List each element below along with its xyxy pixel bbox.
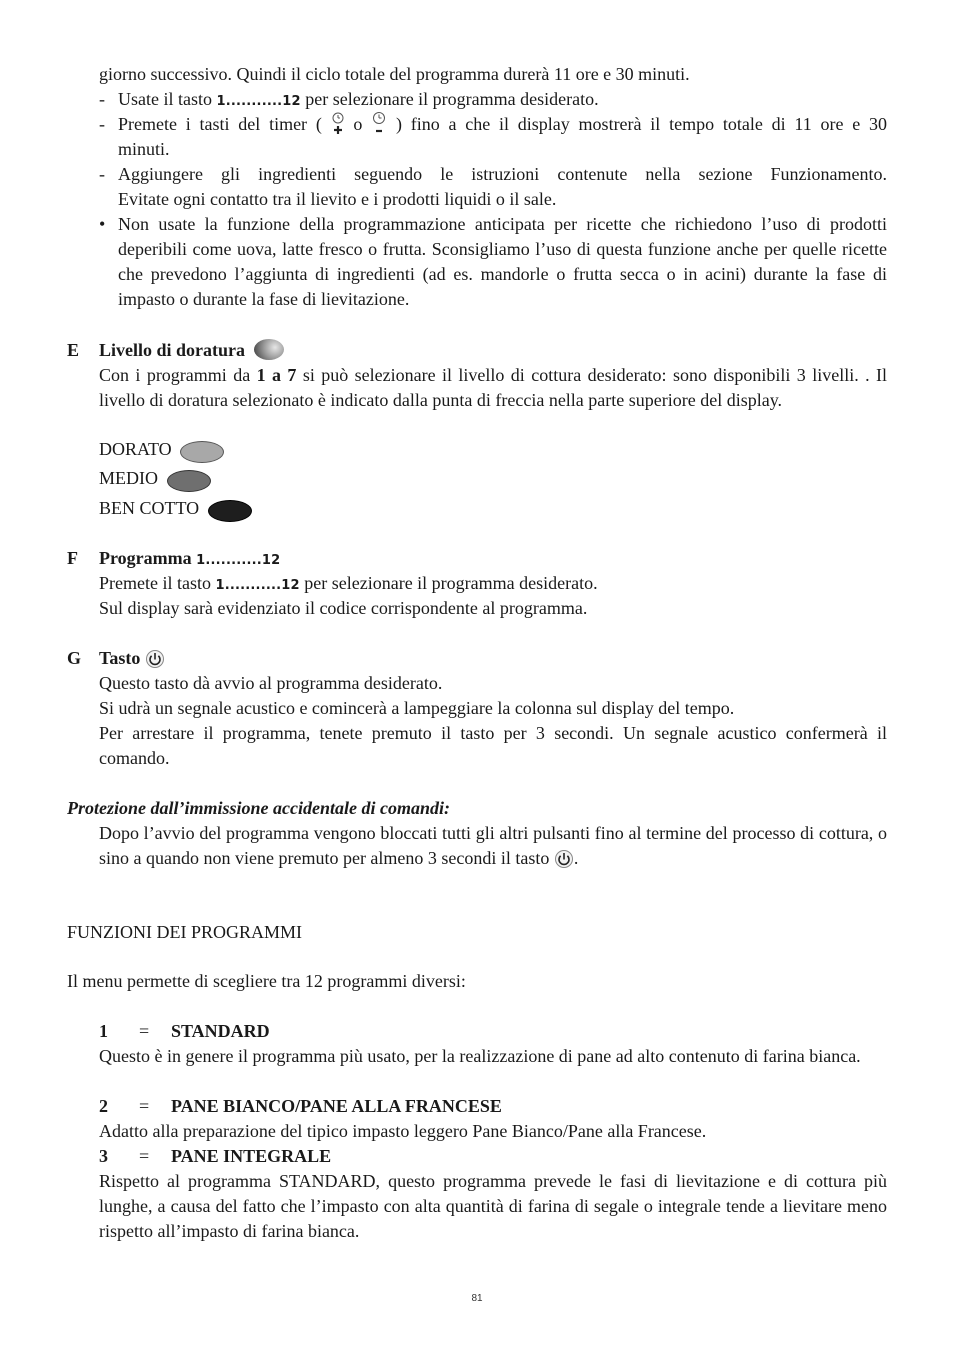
section-title: Livello di doratura (99, 340, 246, 360)
page-number: 81 (471, 1293, 483, 1304)
program-name: STANDARD (171, 1021, 270, 1041)
protection-end: . (573, 848, 579, 868)
section-g-stop-info: Per arrestare il programma, tenete premuto il tasto per 3 secondi. Un segnale acustico confermerà il comando. (99, 723, 887, 768)
browning-level-dark (99, 496, 252, 521)
browning-level-light (99, 437, 224, 462)
bullet-text: Usate il tasto (118, 89, 212, 109)
section-text: Con i programmi da (99, 365, 251, 385)
protection-title (67, 796, 450, 821)
power-icon (554, 849, 574, 869)
level-label: DORATO (99, 439, 172, 459)
section-text: per selezionare il programma desiderato. (304, 573, 598, 593)
program-name: PANE BIANCO/PANE ALLA FRANCESE (171, 1096, 502, 1116)
dark-ellipse-icon (208, 500, 252, 522)
program-number: 1 (99, 1021, 108, 1041)
section-text: Premete il tasto (99, 573, 211, 593)
bullet-timer-continued: minuti. (118, 139, 170, 159)
protection-heading: Protezione dall’immissione accidentale di comandi: (67, 798, 450, 818)
program-range: 1 a 7 (256, 365, 297, 385)
section-e-title (99, 338, 284, 363)
section-letter-f: F (67, 548, 78, 568)
functions-heading: FUNZIONI DEI PROGRAMMI (67, 922, 303, 942)
functions-intro: Il menu permette di scegliere tra 12 programmi diversi: (67, 971, 466, 991)
dash-marker: - (99, 89, 105, 109)
protection-text (99, 821, 887, 871)
equals-sign: = (139, 1021, 150, 1041)
section-g-line: Si udrà un segnale acustico e comincerà a lampeggiare la colonna sul display del tempo. (99, 698, 735, 718)
program-name: PANE INTEGRALE (171, 1146, 332, 1166)
level-label: BEN COTTO (99, 498, 200, 518)
intro-line: giorno successivo. Quindi il ciclo totale del programma durerà 11 ore e 30 minuti. (99, 64, 690, 84)
bullet-timer (118, 112, 887, 138)
timer-plus-icon (331, 112, 345, 136)
section-f-line: Sul display sarà evidenziato il codice corrispondente al programma. (99, 598, 588, 618)
bullet-ingredients: Aggiungere gli ingredienti seguendo le istruzioni contenute nella sezione Funzionamento. (118, 164, 887, 184)
level-label: MEDIO (99, 468, 158, 488)
section-title: Programma (99, 548, 192, 568)
bullet-text: ) fino a che il display mostrerà il tempo totale di 11 ore e 30 (395, 114, 888, 134)
section-e-description (99, 363, 887, 413)
program-number: 2 (99, 1096, 108, 1116)
timer-minus-icon (371, 112, 387, 136)
protection-body: Dopo l’avvio del programma vengono bloccati tutti gli altri pulsanti fino al termine del processo di cottura, o sino a quando non viene premuto per almeno 3 secondi il tasto (99, 823, 887, 868)
section-letter-g: G (67, 648, 82, 668)
section-text: si può selezionare il livello di cottura desiderato: sono disponibili 3 livelli. . Il livello di doratura selezionato è indicato dalla punta di freccia nella parte superiore del display. (99, 365, 887, 410)
section-g-line: Questo tasto dà avvio al programma desiderato. (99, 673, 443, 693)
bullet-text: o (353, 114, 363, 134)
medium-ellipse-icon (167, 470, 211, 492)
dash-marker: - (99, 164, 105, 184)
program-description: Questo è in genere il programma più usato, per la realizzazione di pane ad alto contenuto di farina bianca. (99, 1046, 861, 1066)
program-number: 3 (99, 1146, 108, 1166)
equals-sign: = (139, 1096, 150, 1116)
delayed-start-note: Non usate la funzione della programmazione anticipata per ricette che richiedono l’uso di prodotti deperibili come uova, latte fresco o frutta. Sconsigliamo l’uso di questa funzione anche per quelle ricette che prevedono l’aggiunta di ingredienti (ad es. mandorle o frutta secca o in acini) durante la fase di impasto o durante la fase di lievitazione. (118, 214, 887, 309)
section-title: Tasto (99, 648, 141, 668)
power-icon (145, 649, 165, 669)
dash-marker: - (99, 114, 105, 134)
program-range-label: 1...........12 (216, 94, 301, 109)
section-f-line (99, 571, 598, 598)
browning-level-icon (254, 339, 284, 360)
equals-sign: = (139, 1146, 150, 1166)
program-description: Adatto alla preparazione del tipico impasto leggero Pane Bianco/Pane alla Francese. (99, 1121, 707, 1141)
section-letter-e: E (67, 340, 80, 360)
bullet-dot: • (99, 214, 106, 234)
program-range-label: 1...........12 (196, 553, 281, 568)
section-g-title (99, 646, 165, 671)
program-description: Rispetto al programma STANDARD, questo programma prevede le fasi di lievitazione e di cottura più lunghe, a causa del fatto che l’impasto con alta quantità di farina di segale o integrale tende a lievitare meno rispetto all’impasto di farina bianca. (99, 1171, 887, 1241)
program-range-label: 1...........12 (215, 578, 300, 593)
bullet-ingredients-continued: Evitate ogni contatto tra il lievito e i prodotti liquidi o il sale. (118, 189, 557, 209)
browning-level-medium (99, 466, 211, 491)
bullet-text: Premete i tasti del timer ( (118, 114, 322, 134)
section-f-title (99, 546, 280, 573)
light-ellipse-icon (180, 441, 224, 463)
bullet-text: per selezionare il programma desiderato. (305, 89, 599, 109)
bullet-select-program (118, 87, 599, 114)
